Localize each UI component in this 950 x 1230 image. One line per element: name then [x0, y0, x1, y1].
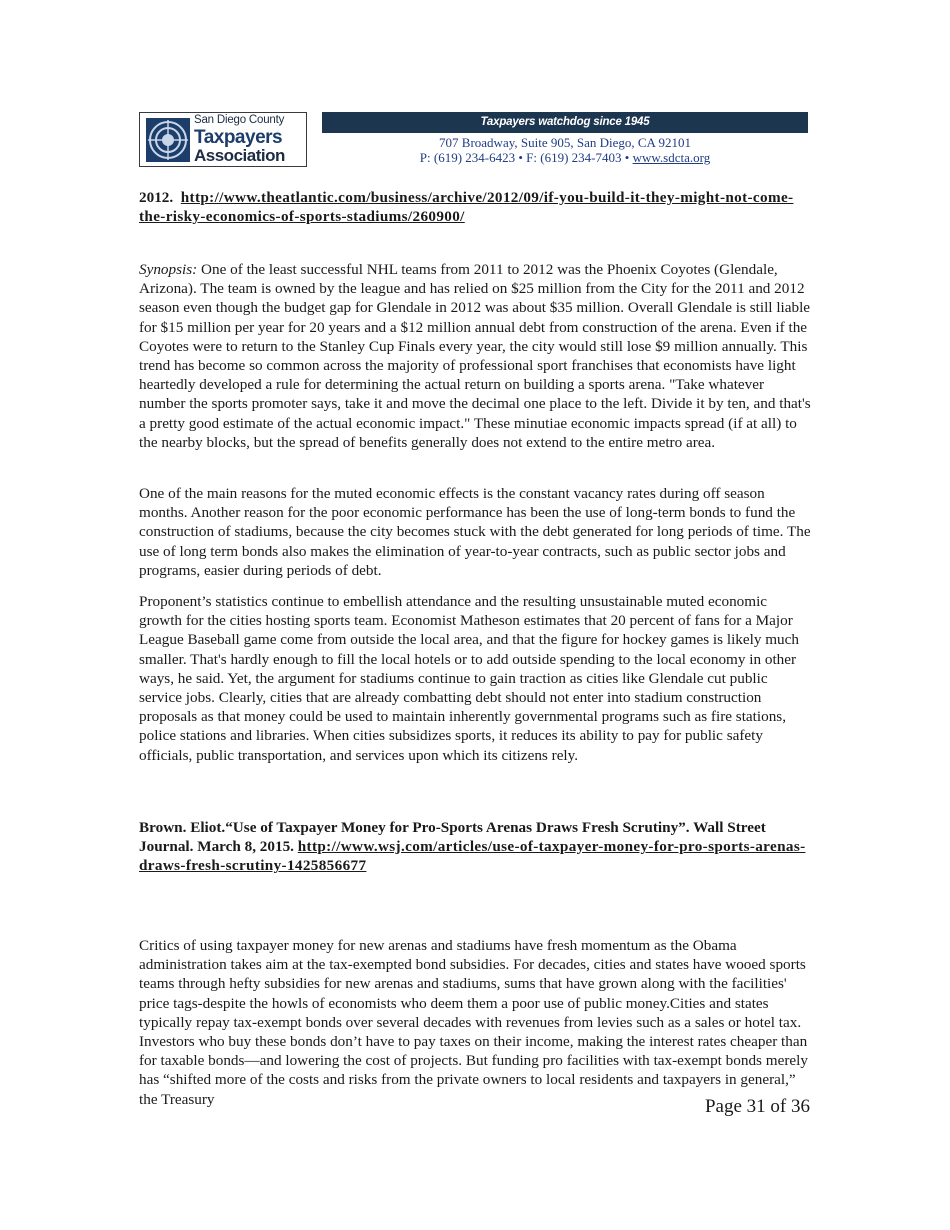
- section1-year: 2012.: [139, 189, 174, 206]
- section1-paragraph-1: One of the least successful NHL teams from 2011 to 2012 was the Phoenix Coyotes (Glendale, Arizona). The team is owned by the league and has relied on $25 million from the City for the 2011 and 2012 season even though the budget gap for Glendale in 2012 was about $35 million. Overall Glendale is still liable for $15 million per year for 20 years and a $12 million annual debt from construction of the arena. Even if the Coyotes were to return to the Stanley Cup Finals every year, the city would still lose $9 million annually. This trend has become so common across the majority of professional sport franchises that economists have light heartedly developed a rule for determining the actual return on building a sports arena. "Take whatever number the sports promoter says, take it and move the decimal one place to the left. Divide it by ten, and that's a pretty good estimate of the actual economic impact." These minutiae economic impacts spread (if at all) to the nearby blocks, but the spread of benefits generally does not extend to the entire metro area.: [139, 261, 811, 451]
- section1-paragraph-2-block: [139, 484, 811, 580]
- section1-paragraph-3-block: [139, 592, 811, 765]
- logo-line-2: Taxpayers: [194, 126, 283, 148]
- section2-url-link[interactable]: http://www.wsj.com/articles/use-of-taxpayer-money-for-pro-sports-arenas-draws-fresh-scrutiny-1425856677: [139, 838, 806, 875]
- sdcta-logo: [139, 112, 307, 167]
- header-contact: [322, 135, 808, 165]
- logo-line-3: Association: [194, 145, 285, 165]
- target-seal-icon: [146, 118, 190, 162]
- section1-url-link[interactable]: http://www.theatlantic.com/business/archive/2012/09/if-you-build-it-they-might-not-come-the-risky-economics-of-sports-stadiums/260900/: [139, 189, 794, 226]
- website-link[interactable]: www.sdcta.org: [632, 150, 711, 165]
- header-phone-fax: P: (619) 234-6423 • F: (619) 234-7403 •: [419, 150, 630, 165]
- section2-paragraph-1-block: [139, 936, 811, 1109]
- header-phone-line: [322, 150, 808, 165]
- logo-line-1: San Diego County: [194, 114, 285, 127]
- logo-wordmark: [194, 115, 285, 164]
- section2-citation: Brown. Eliot.“Use of Taxpayer Money for Pro-Sports Arenas Draws Fresh Scrutiny”. Wall Street Journal. March 8, 2015.: [139, 819, 766, 856]
- section1-heading: [139, 188, 811, 226]
- header-address: 707 Broadway, Suite 905, San Diego, CA 92101: [439, 135, 691, 150]
- section1-paragraph-3: Proponent’s statistics continue to embellish attendance and the resulting unsustainable muted economic growth for the cities hosting sports team. Economist Matheson estimates that 20 percent of fans for a Major League Baseball game come from outside the local area, and that the figure for hockey games is likely much smaller. That's hardly enough to fill the local hotels or to add outside spending to the local economy in other ways, he said. Yet, the argument for stadiums continue to gain traction as cities like Glendale cut public service jobs. Clearly, cities that are already combatting debt should not enter into stadium construction proposals as that money could be used to maintain inherently governmental programs such as fire stations, police stations and libraries. When cities subsidizes sports, it reduces its ability to pay for public safety officials, public transportation, and services upon which its citizens rely.: [139, 593, 799, 764]
- page-number: Page 31 of 36: [704, 1096, 810, 1117]
- header-tagline: Taxpayers watchdog since 1945: [322, 112, 808, 133]
- section2-heading: [139, 818, 811, 876]
- section1-synopsis: [139, 260, 811, 452]
- section1-paragraph-2: One of the main reasons for the muted economic effects is the constant vacancy rates during off season months. Another reason for the poor economic performance has been the use of long-term bonds to fund the construction of stadiums, because the city becomes stuck with the debt generated for long periods of time. The use of long term bonds also makes the elimination of year-to-year contracts, such as public sector jobs and programs, easier during periods of debt.: [139, 485, 811, 579]
- section2-paragraph-1: Critics of using taxpayer money for new arenas and stadiums have fresh momentum as the Obama administration takes aim at the tax-exempted bond subsidies. For decades, cities and states have wooed sports teams through hefty subsidies for new arenas and stadiums, sums that have grown along with the facilities' price tags-despite the howls of economists who deem them a poor use of public money.Cities and states typically repay tax-exempt bonds over several decades with revenues from levies such as a sales or hotel tax. Investors who buy these bonds don’t have to pay taxes on their income, making the interest rates cheaper than for taxable bonds—and lowering the cost of projects. But funding pro facilities with tax-exempt bonds merely has “shifted more of the costs and risks from the private owners to local residents and taxpayers in general,” the Treasury: [139, 937, 808, 1108]
- synopsis-label: Synopsis:: [139, 261, 198, 278]
